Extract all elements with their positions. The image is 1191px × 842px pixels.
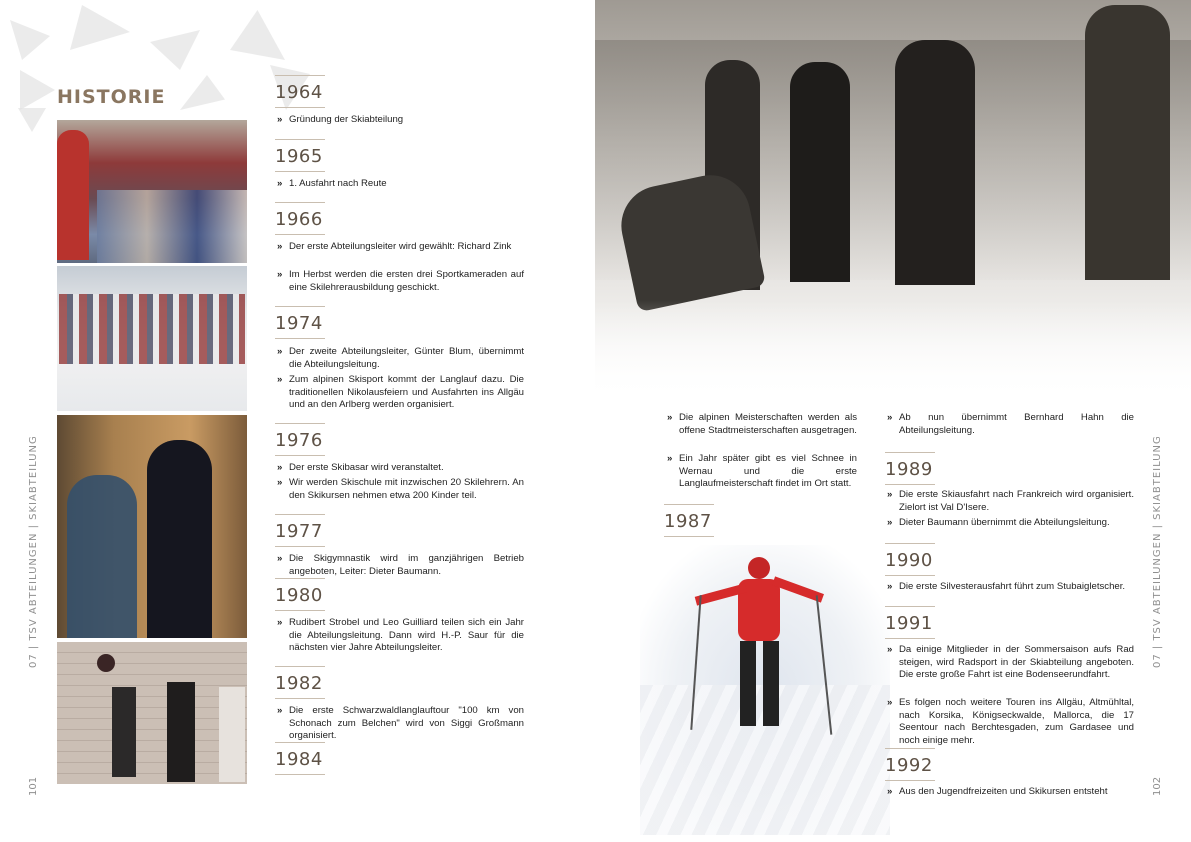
timeline-item: » Rudibert Strobel und Leo Guilliard teilen sich ein Jahr die Abteilungsleitung. Dann wird H.-P. Saur für die nächsten vier Jahre Abteilungsleiter. <box>277 617 524 653</box>
year-1992: 1992 <box>885 755 935 776</box>
timeline-item: » Die erste Skiausfahrt nach Frankreich wird organisiert. Zielort ist Val D'Isere. <box>887 489 1134 513</box>
timeline-item: » Ab nun übernimmt Bernhard Hahn die Abteilungsleitung. <box>887 412 1134 436</box>
timeline-item: » 1. Ausfahrt nach Reute <box>277 178 387 189</box>
year-1965: 1965 <box>275 146 325 167</box>
timeline-item: » Zum alpinen Skisport kommt der Langlauf dazu. Die traditionellen Nikolausfeiern und Ausfahrten ins Allgäu und an den Arlberg werden organisiert. <box>277 374 524 410</box>
photo-ski-gymnastics <box>57 642 247 784</box>
year-1984: 1984 <box>275 749 325 770</box>
year-1976: 1976 <box>275 430 325 451</box>
page-number-right: 102 <box>1152 776 1163 796</box>
timeline-item: » Der zweite Abteilungsleiter, Günter Blum, übernimmt die Abteilungsleitung. <box>277 346 524 370</box>
timeline-item: » Dieter Baumann übernimmt die Abteilungsleitung. <box>887 517 1110 528</box>
photo-nikolaus-party <box>57 120 247 263</box>
timeline-item: » Die erste Silvesterausfahrt führt zum Stubaigletscher. <box>887 581 1126 592</box>
timeline-item: » Die alpinen Meisterschaften werden als offene Stadtmeisterschaften ausgetragen. <box>667 412 857 436</box>
page-title: HISTORIE <box>57 86 166 108</box>
year-1980: 1980 <box>275 585 325 606</box>
timeline-item: » Ein Jahr später gibt es viel Schnee in Wernau und die erste Langlaufmeisterschaft findet im Ort statt. <box>667 453 857 489</box>
year-1966: 1966 <box>275 209 325 230</box>
timeline-item: » Da einige Mitglieder in der Sommersaison aufs Rad steigen, wird Radsport in der Skiabteilung angeboten. Die erste große Fahrt ist eine Bodenseerundfahrt. <box>887 644 1134 680</box>
side-label-right: 07 | TSV ABTEILUNGEN | SKIABTEILUNG <box>1152 435 1163 668</box>
photo-award-handshake <box>57 415 247 638</box>
year-1989: 1989 <box>885 459 935 480</box>
timeline-item: » Der erste Abteilungsleiter wird gewählt: Richard Zink <box>277 241 512 252</box>
year-1991: 1991 <box>885 613 935 634</box>
timeline-item: » Die Skigymnastik wird im ganzjährigen Betrieb angeboten, Leiter: Dieter Baumann. <box>277 553 524 577</box>
timeline-item: » Der erste Skibasar wird veranstaltet. <box>277 462 444 473</box>
timeline-item: » Die erste Schwarzwaldlanglauftour "100 km von Schonach zum Belchen" wird von Siggi Großmann organisiert. <box>277 705 524 741</box>
year-1982: 1982 <box>275 673 325 694</box>
year-1987: 1987 <box>664 511 714 532</box>
timeline-item: » Aus den Jugendfreizeiten und Skikursen entsteht <box>887 786 1108 797</box>
year-1990: 1990 <box>885 550 935 571</box>
timeline-item: » Wir werden Skischule mit inzwischen 20 Skilehrern. An den Skikursen nehmen etwa 200 Kinder teil. <box>277 477 524 501</box>
photo-cross-country-skier <box>640 545 890 835</box>
year-1977: 1977 <box>275 521 325 542</box>
photo-ski-group <box>57 266 247 411</box>
photo-skiers-group-vintage <box>595 0 1191 400</box>
side-label-left: 07 | TSV ABTEILUNGEN | SKIABTEILUNG <box>28 435 39 668</box>
year-1974: 1974 <box>275 313 325 334</box>
page-number-left: 101 <box>28 776 39 796</box>
timeline-item: » Es folgen noch weitere Touren ins Allgäu, Altmühltal, nach Korsika, Königseckwalde, Mallorca, die 17 Seentour nach Berchtesgaden, zum Gardasee und noch einige mehr. <box>887 697 1134 746</box>
timeline-item: » Im Herbst werden die ersten drei Sportkameraden auf eine Skilehrerausbildung geschickt. <box>277 269 524 293</box>
decorative-crystal-pattern <box>0 0 330 130</box>
timeline-item: » Gründung der Skiabteilung <box>277 114 404 125</box>
year-1964: 1964 <box>275 82 325 103</box>
